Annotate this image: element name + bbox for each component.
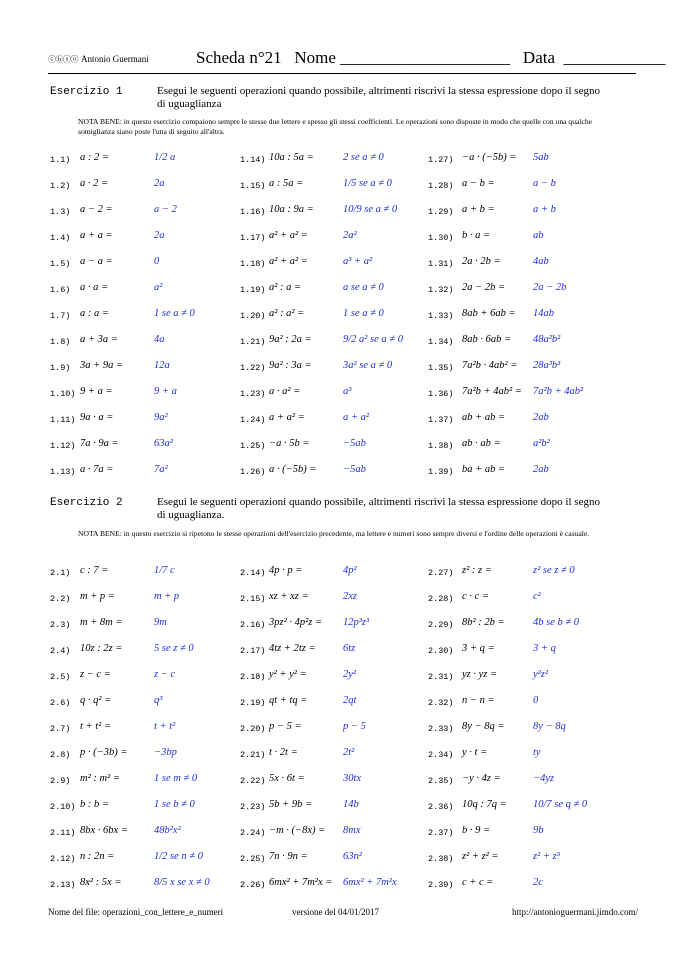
item-answer: 14ab bbox=[533, 308, 554, 319]
item-answer: −5ab bbox=[343, 438, 366, 449]
item-expression: t · 2t = bbox=[269, 747, 298, 758]
item-number: 2.29) bbox=[428, 620, 454, 630]
item-number: 2.9) bbox=[50, 776, 71, 786]
exercise-1-note: NOTA BENE: in questo esercizio compaiono sempre le stesse due lettere e spesso gli stessi coefficienti. Le operazioni sono disposte in modo che quelle con una qualche somiglianza siano poste l'una di seguito all'altra. bbox=[78, 117, 593, 136]
item-answer: 9a² bbox=[154, 412, 168, 423]
item-expression: y · t = bbox=[462, 747, 488, 758]
exercise-2-instruction: Esegui le seguenti operazioni quando possibile, altrimenti riscrivi la stessa espressione dopo il segno di uguaglianza. bbox=[157, 496, 600, 521]
item-number: 2.30) bbox=[428, 646, 454, 656]
item-number: 1.10) bbox=[50, 389, 76, 399]
item-answer: 1 se b ≠ 0 bbox=[154, 799, 195, 810]
item-answer: 4a bbox=[154, 334, 165, 345]
item-answer: 9/2 a² se a ≠ 0 bbox=[343, 334, 403, 345]
item-answer: 2a² bbox=[343, 230, 357, 241]
item-number: 2.32) bbox=[428, 698, 454, 708]
item-answer: 2ab bbox=[533, 464, 549, 475]
item-number: 2.8) bbox=[50, 750, 71, 760]
item-expression: z − c = bbox=[80, 669, 111, 680]
item-answer: 2a − 2b bbox=[533, 282, 567, 293]
item-expression: 10z : 2z = bbox=[80, 643, 123, 654]
item-number: 1.35) bbox=[428, 363, 454, 373]
item-number: 2.34) bbox=[428, 750, 454, 760]
item-expression: m² : m² = bbox=[80, 773, 120, 784]
item-expression: a + a² = bbox=[269, 412, 305, 423]
item-number: 1.39) bbox=[428, 467, 454, 477]
item-number: 2.19) bbox=[240, 698, 266, 708]
item-answer: 1 se m ≠ 0 bbox=[154, 773, 198, 784]
item-answer: p − 5 bbox=[343, 721, 366, 732]
item-expression: a · (−5b) = bbox=[269, 464, 317, 475]
item-answer: 63n² bbox=[343, 851, 362, 862]
item-answer: c² bbox=[533, 591, 541, 602]
header-divider bbox=[48, 73, 636, 74]
item-expression: 7a²b + 4ab² = bbox=[462, 386, 522, 397]
item-expression: c + c = bbox=[462, 877, 494, 888]
item-number: 2.35) bbox=[428, 776, 454, 786]
item-answer: 0 bbox=[154, 256, 160, 267]
item-answer: 2 se a ≠ 0 bbox=[343, 152, 384, 163]
item-expression: a · a² = bbox=[269, 386, 301, 397]
item-answer: a + b bbox=[533, 204, 556, 215]
item-expression: 8ab · 6ab = bbox=[462, 334, 512, 345]
item-expression: 3 + q = bbox=[462, 643, 495, 654]
item-number: 2.37) bbox=[428, 828, 454, 838]
item-number: 1.28) bbox=[428, 181, 454, 191]
item-answer: 6tz bbox=[343, 643, 356, 654]
item-answer: 4p² bbox=[343, 565, 357, 576]
item-number: 1.18) bbox=[240, 259, 266, 269]
item-expression: b : b = bbox=[80, 799, 109, 810]
item-expression: 8y − 8q = bbox=[462, 721, 505, 732]
item-number: 2.10) bbox=[50, 802, 76, 812]
item-expression: 4p · p = bbox=[269, 565, 303, 576]
item-expression: a · 7a = bbox=[80, 464, 114, 475]
item-answer: 9m bbox=[154, 617, 167, 628]
item-number: 1.27) bbox=[428, 155, 454, 165]
item-number: 1.19) bbox=[240, 285, 266, 295]
item-answer: y²z² bbox=[533, 669, 549, 680]
item-number: 2.14) bbox=[240, 568, 266, 578]
item-answer: a² bbox=[154, 282, 163, 293]
item-expression: n : 2n = bbox=[80, 851, 115, 862]
item-expression: 8bx · 6bx = bbox=[80, 825, 128, 836]
item-expression: 7a · 9a = bbox=[80, 438, 119, 449]
item-expression: a + 3a = bbox=[80, 334, 118, 345]
item-expression: m + p = bbox=[80, 591, 115, 602]
item-answer: 8/5 x se x ≠ 0 bbox=[154, 877, 210, 888]
item-expression: a · a = bbox=[80, 282, 109, 293]
item-expression: a² + a² = bbox=[269, 256, 308, 267]
item-answer: 5 se z ≠ 0 bbox=[154, 643, 194, 654]
item-number: 1.6) bbox=[50, 285, 71, 295]
item-answer: 4ab bbox=[533, 256, 549, 267]
item-number: 1.4) bbox=[50, 233, 71, 243]
item-number: 2.1) bbox=[50, 568, 71, 578]
item-expression: b · a = bbox=[462, 230, 491, 241]
item-number: 2.39) bbox=[428, 880, 454, 890]
item-number: 2.4) bbox=[50, 646, 71, 656]
item-expression: t + t² = bbox=[80, 721, 112, 732]
item-number: 1.9) bbox=[50, 363, 71, 373]
item-expression: ab · ab = bbox=[462, 438, 501, 449]
item-number: 2.7) bbox=[50, 724, 71, 734]
item-number: 2.31) bbox=[428, 672, 454, 682]
exercise-1-label: Esercizio 1 bbox=[50, 86, 123, 98]
item-expression: a − 2 = bbox=[80, 204, 113, 215]
item-answer: a − 2 bbox=[154, 204, 177, 215]
item-answer: a³ + a² bbox=[343, 256, 373, 267]
item-answer: 1 se a ≠ 0 bbox=[343, 308, 384, 319]
exercise-2-label: Esercizio 2 bbox=[50, 497, 123, 509]
item-expression: a² : a² = bbox=[269, 308, 305, 319]
item-expression: a − b = bbox=[462, 178, 495, 189]
item-answer: 1/7 c bbox=[154, 565, 175, 576]
item-expression: c · c = bbox=[462, 591, 489, 602]
worksheet-title: Scheda n°21 Nome ____________________ Data ____________ bbox=[196, 48, 666, 67]
item-expression: 5x · 6t = bbox=[269, 773, 305, 784]
item-expression: 5b + 9b = bbox=[269, 799, 313, 810]
item-number: 1.38) bbox=[428, 441, 454, 451]
item-answer: 30tx bbox=[343, 773, 362, 784]
item-expression: m + 8m = bbox=[80, 617, 123, 628]
item-answer: 12a bbox=[154, 360, 170, 371]
item-answer: 3 + q bbox=[533, 643, 556, 654]
footer-version: versione del 04/01/2017 bbox=[292, 907, 379, 917]
item-expression: q · q² = bbox=[80, 695, 112, 706]
item-answer: 4b se b ≠ 0 bbox=[533, 617, 580, 628]
item-answer: 3a² se a ≠ 0 bbox=[343, 360, 393, 371]
item-number: 2.23) bbox=[240, 802, 266, 812]
item-number: 2.26) bbox=[240, 880, 266, 890]
item-number: 1.16) bbox=[240, 207, 266, 217]
item-answer: 63a² bbox=[154, 438, 173, 449]
item-number: 2.38) bbox=[428, 854, 454, 864]
item-number: 1.31) bbox=[428, 259, 454, 269]
item-answer: 8y − 8q bbox=[533, 721, 566, 732]
footer-filename: Nome del file: operazioni_con_lettere_e_numeri bbox=[48, 907, 224, 917]
item-number: 2.21) bbox=[240, 750, 266, 760]
item-number: 2.6) bbox=[50, 698, 71, 708]
item-number: 2.20) bbox=[240, 724, 266, 734]
item-expression: −a · 5b = bbox=[269, 438, 310, 449]
item-expression: a + b = bbox=[462, 204, 495, 215]
item-expression: a² : a = bbox=[269, 282, 302, 293]
item-expression: 3pz² · 4p²z = bbox=[269, 617, 323, 628]
item-answer: z² + z³ bbox=[533, 851, 560, 862]
item-number: 1.25) bbox=[240, 441, 266, 451]
item-number: 1.8) bbox=[50, 337, 71, 347]
item-answer: 1 se a ≠ 0 bbox=[154, 308, 195, 319]
item-answer: −3bp bbox=[154, 747, 177, 758]
item-number: 2.12) bbox=[50, 854, 76, 864]
item-number: 2.13) bbox=[50, 880, 76, 890]
item-answer: −4yz bbox=[533, 773, 555, 784]
item-answer: 2xz bbox=[343, 591, 357, 602]
item-expression: 9a² : 2a = bbox=[269, 334, 312, 345]
item-expression: a + a = bbox=[80, 230, 113, 241]
item-answer: −5ab bbox=[343, 464, 366, 475]
creative-commons-icon: ⓒⓑⓢⓞ bbox=[48, 55, 78, 64]
item-number: 1.17) bbox=[240, 233, 266, 243]
item-answer: 2c bbox=[533, 877, 543, 888]
item-number: 2.36) bbox=[428, 802, 454, 812]
item-number: 1.36) bbox=[428, 389, 454, 399]
item-answer: 2a bbox=[154, 178, 165, 189]
item-number: 1.22) bbox=[240, 363, 266, 373]
item-number: 1.2) bbox=[50, 181, 71, 191]
item-answer: a³ bbox=[343, 386, 352, 397]
item-expression: a : 2 = bbox=[80, 152, 109, 163]
author-line bbox=[48, 54, 149, 65]
item-answer: 9 + a bbox=[154, 386, 177, 397]
item-answer: 10/7 se q ≠ 0 bbox=[533, 799, 588, 810]
item-answer: 28a³b³ bbox=[533, 360, 561, 371]
item-expression: qt + tq = bbox=[269, 695, 308, 706]
item-expression: a · 2 = bbox=[80, 178, 109, 189]
item-number: 2.33) bbox=[428, 724, 454, 734]
item-number: 2.5) bbox=[50, 672, 71, 682]
item-answer: 48b²x² bbox=[154, 825, 181, 836]
item-expression: a : 5a = bbox=[269, 178, 304, 189]
item-number: 1.12) bbox=[50, 441, 76, 451]
item-expression: 10a : 5a = bbox=[269, 152, 314, 163]
item-answer: a se a ≠ 0 bbox=[343, 282, 384, 293]
item-expression: −a · (−5b) = bbox=[462, 152, 517, 163]
item-expression: 9a · a = bbox=[80, 412, 114, 423]
item-number: 1.29) bbox=[428, 207, 454, 217]
item-expression: c : 7 = bbox=[80, 565, 109, 576]
item-number: 1.1) bbox=[50, 155, 71, 165]
item-expression: 9a² : 3a = bbox=[269, 360, 312, 371]
item-answer: 1/2 se n ≠ 0 bbox=[154, 851, 203, 862]
item-expression: 2a · 2b = bbox=[462, 256, 501, 267]
item-expression: 3a + 9a = bbox=[80, 360, 124, 371]
item-answer: t + t² bbox=[154, 721, 176, 732]
item-answer: a²b² bbox=[533, 438, 550, 449]
item-answer: a − b bbox=[533, 178, 556, 189]
item-expression: z² + z² = bbox=[462, 851, 499, 862]
item-answer: 1/5 se a ≠ 0 bbox=[343, 178, 392, 189]
item-number: 1.5) bbox=[50, 259, 71, 269]
item-expression: xz + xz = bbox=[269, 591, 309, 602]
item-expression: a : a = bbox=[80, 308, 109, 319]
item-answer: 2y² bbox=[343, 669, 357, 680]
item-number: 2.2) bbox=[50, 594, 71, 604]
item-expression: n − n = bbox=[462, 695, 495, 706]
item-number: 1.30) bbox=[428, 233, 454, 243]
item-expression: z² : z = bbox=[462, 565, 492, 576]
exercise-2-note: NOTA BENE: in questo esercizio si ripetono le stesse operazioni dell'esercizio precedente, ma lettere e numeri sono sempre diversi e l'ordine delle operazioni è casuale. bbox=[78, 529, 590, 538]
item-number: 1.7) bbox=[50, 311, 71, 321]
item-answer: 2qt bbox=[343, 695, 357, 706]
item-expression: 8b² : 2b = bbox=[462, 617, 505, 628]
item-expression: 2a − 2b = bbox=[462, 282, 506, 293]
item-number: 1.15) bbox=[240, 181, 266, 191]
item-number: 1.23) bbox=[240, 389, 266, 399]
item-number: 1.37) bbox=[428, 415, 454, 425]
item-answer: 7a² bbox=[154, 464, 168, 475]
item-answer: z² se z ≠ 0 bbox=[533, 565, 575, 576]
item-expression: 7a²b · 4ab² = bbox=[462, 360, 518, 371]
item-answer: 5ab bbox=[533, 152, 549, 163]
item-number: 1.11) bbox=[50, 415, 76, 425]
item-answer: 2ab bbox=[533, 412, 549, 423]
item-number: 1.3) bbox=[50, 207, 71, 217]
item-expression: −m · (−8x) = bbox=[269, 825, 326, 836]
item-expression: 10q : 7q = bbox=[462, 799, 507, 810]
item-expression: 8ab + 6ab = bbox=[462, 308, 516, 319]
item-expression: 4tz + 2tz = bbox=[269, 643, 316, 654]
item-answer: z − c bbox=[154, 669, 176, 680]
item-number: 1.13) bbox=[50, 467, 76, 477]
item-answer: 1/2 a bbox=[154, 152, 176, 163]
item-answer: 12p³z³ bbox=[343, 617, 370, 628]
item-number: 2.25) bbox=[240, 854, 266, 864]
item-expression: a − a = bbox=[80, 256, 113, 267]
footer-url: http://antonioguermani.jimdo.com/ bbox=[512, 907, 638, 917]
item-expression: −y · 4z = bbox=[462, 773, 501, 784]
item-answer: 7a²b + 4ab² bbox=[533, 386, 584, 397]
item-answer: 2a bbox=[154, 230, 165, 241]
item-number: 1.14) bbox=[240, 155, 266, 165]
item-answer: 48a²b² bbox=[533, 334, 561, 345]
item-answer: q³ bbox=[154, 695, 163, 706]
item-expression: 6mx² + 7m²x = bbox=[269, 877, 333, 888]
item-answer: 14b bbox=[343, 799, 359, 810]
item-answer: 9b bbox=[533, 825, 544, 836]
item-answer: 0 bbox=[533, 695, 539, 706]
item-expression: 10a : 9a = bbox=[269, 204, 314, 215]
item-number: 1.21) bbox=[240, 337, 266, 347]
item-expression: p − 5 = bbox=[269, 721, 302, 732]
item-answer: m + p bbox=[154, 591, 180, 602]
author-name: Antonio Guermani bbox=[81, 54, 149, 64]
item-number: 1.33) bbox=[428, 311, 454, 321]
item-expression: ab + ab = bbox=[462, 412, 506, 423]
item-number: 1.32) bbox=[428, 285, 454, 295]
item-expression: 8x² : 5x = bbox=[80, 877, 122, 888]
item-answer: 10/9 se a ≠ 0 bbox=[343, 204, 398, 215]
item-expression: 7n · 9n = bbox=[269, 851, 308, 862]
item-answer: ty bbox=[533, 747, 541, 758]
item-number: 2.15) bbox=[240, 594, 266, 604]
item-number: 1.20) bbox=[240, 311, 266, 321]
item-expression: p · (−3b) = bbox=[80, 747, 128, 758]
item-number: 2.24) bbox=[240, 828, 266, 838]
item-number: 2.28) bbox=[428, 594, 454, 604]
item-answer: ab bbox=[533, 230, 544, 241]
item-number: 1.24) bbox=[240, 415, 266, 425]
item-answer: 6mx² + 7m²x bbox=[343, 877, 397, 888]
item-answer: 8mx bbox=[343, 825, 361, 836]
item-number: 2.11) bbox=[50, 828, 76, 838]
item-number: 2.17) bbox=[240, 646, 266, 656]
exercise-1-instruction: Esegui le seguenti operazioni quando possibile, altrimenti riscrivi la stessa espressione dopo il segno di uguaglianza bbox=[157, 85, 600, 110]
item-expression: ba + ab = bbox=[462, 464, 506, 475]
item-number: 1.34) bbox=[428, 337, 454, 347]
item-number: 2.18) bbox=[240, 672, 266, 682]
item-expression: b · 9 = bbox=[462, 825, 491, 836]
item-number: 1.26) bbox=[240, 467, 266, 477]
item-number: 2.27) bbox=[428, 568, 454, 578]
item-number: 2.16) bbox=[240, 620, 266, 630]
item-number: 2.3) bbox=[50, 620, 71, 630]
item-expression: y² + y² = bbox=[269, 669, 307, 680]
item-answer: a + a² bbox=[343, 412, 369, 423]
item-expression: a² + a² = bbox=[269, 230, 308, 241]
item-number: 2.22) bbox=[240, 776, 266, 786]
item-expression: 9 + a = bbox=[80, 386, 113, 397]
item-answer: 2t² bbox=[343, 747, 355, 758]
item-expression: yz · yz = bbox=[462, 669, 498, 680]
